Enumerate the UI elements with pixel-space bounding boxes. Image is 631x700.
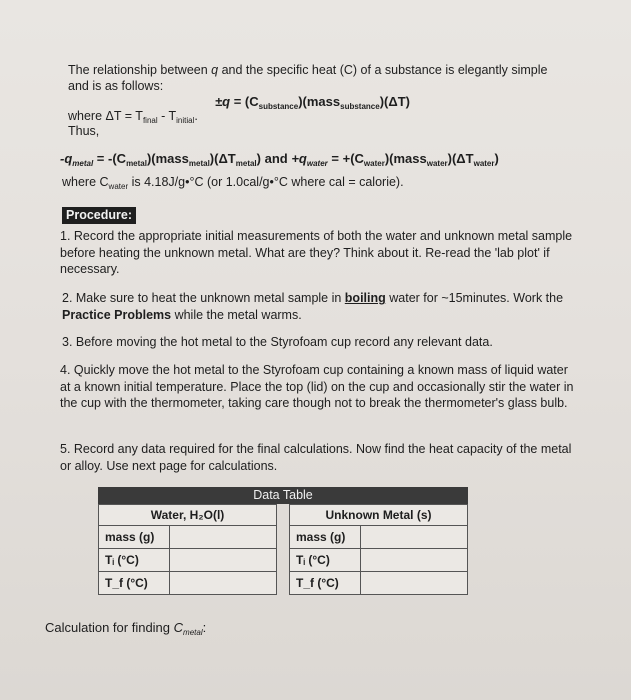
metal-mass-cell[interactable]: [361, 526, 468, 549]
metal-tf-cell[interactable]: [361, 572, 468, 595]
calculation-label: Calculation for finding $C_{metal}$:: [45, 620, 207, 637]
water-mass-label: mass (g): [99, 526, 170, 549]
metal-mass-label: mass (g): [290, 526, 361, 549]
c-water-definition: where $C_{water}$ is 4.18J/g•°C (or 1.0cal/g•°C where cal = calorie).: [62, 175, 404, 191]
water-tf-label: T_f (°C): [99, 572, 170, 595]
procedure-step-2: 2. Make sure to heat the unknown metal sample in boiling water for ~15minutes. Work the Practice Problems while the metal warms.: [62, 291, 564, 322]
procedure-step-5: 5. Record any data required for the final calculations. Now find the heat capacity of the metal or alloy. Use next page for calculations.: [60, 442, 572, 473]
water-tf-cell[interactable]: [170, 572, 277, 595]
energy-balance-formula: $-q_{metal}$ = $-(C_{metal})(mass_{metal})(\Delta T_{metal})$ and $+q_{water}$ = $+(C_{water})(mass_{water})(\Delta T_{water})$: [60, 151, 499, 168]
metal-table: [289, 504, 468, 595]
intro-paragraph: The relationship between q and the specific heat (C) of a substance is elegantly simple and is as follows:: [68, 63, 548, 93]
heat-formula: $\pm q = (C_{substance})(mass_{substance})(\Delta T)$: [215, 94, 410, 111]
procedure-step-1: 1. Record the appropriate initial measurements of both the water and unknown metal sample before heating the unknown metal. What are they? Think about it. Re-read the 'lab plot' if necessary.: [60, 229, 573, 276]
water-table: [98, 504, 277, 595]
procedure-heading: Procedure:: [62, 207, 136, 224]
water-ti-label: Tᵢ (°C): [99, 549, 170, 572]
data-table: [98, 487, 468, 595]
water-ti-cell[interactable]: [170, 549, 277, 572]
procedure-step-4: 4. Quickly move the hot metal to the Styrofoam cup containing a known mass of liquid water at a known initial temperature. Place the top (lid) on the cup and occasionally stir the water in the cup with the thermometer, taking care though not to break the thermometer's glass bulb.: [60, 363, 574, 410]
metal-ti-cell[interactable]: [361, 549, 468, 572]
water-table-header: Water, H₂O(l): [99, 505, 277, 526]
thus-label: Thus,: [68, 124, 100, 138]
water-mass-cell[interactable]: [170, 526, 277, 549]
metal-tf-label: T_f (°C): [290, 572, 361, 595]
metal-ti-label: Tᵢ (°C): [290, 549, 361, 572]
data-table-title: Data Table: [98, 487, 468, 504]
delta-t-definition: where $\Delta T = T_{final} - T_{initial}$.: [68, 109, 198, 125]
metal-table-header: Unknown Metal (s): [290, 505, 468, 526]
procedure-step-3: 3. Before moving the hot metal to the Styrofoam cup record any relevant data.: [62, 335, 493, 349]
